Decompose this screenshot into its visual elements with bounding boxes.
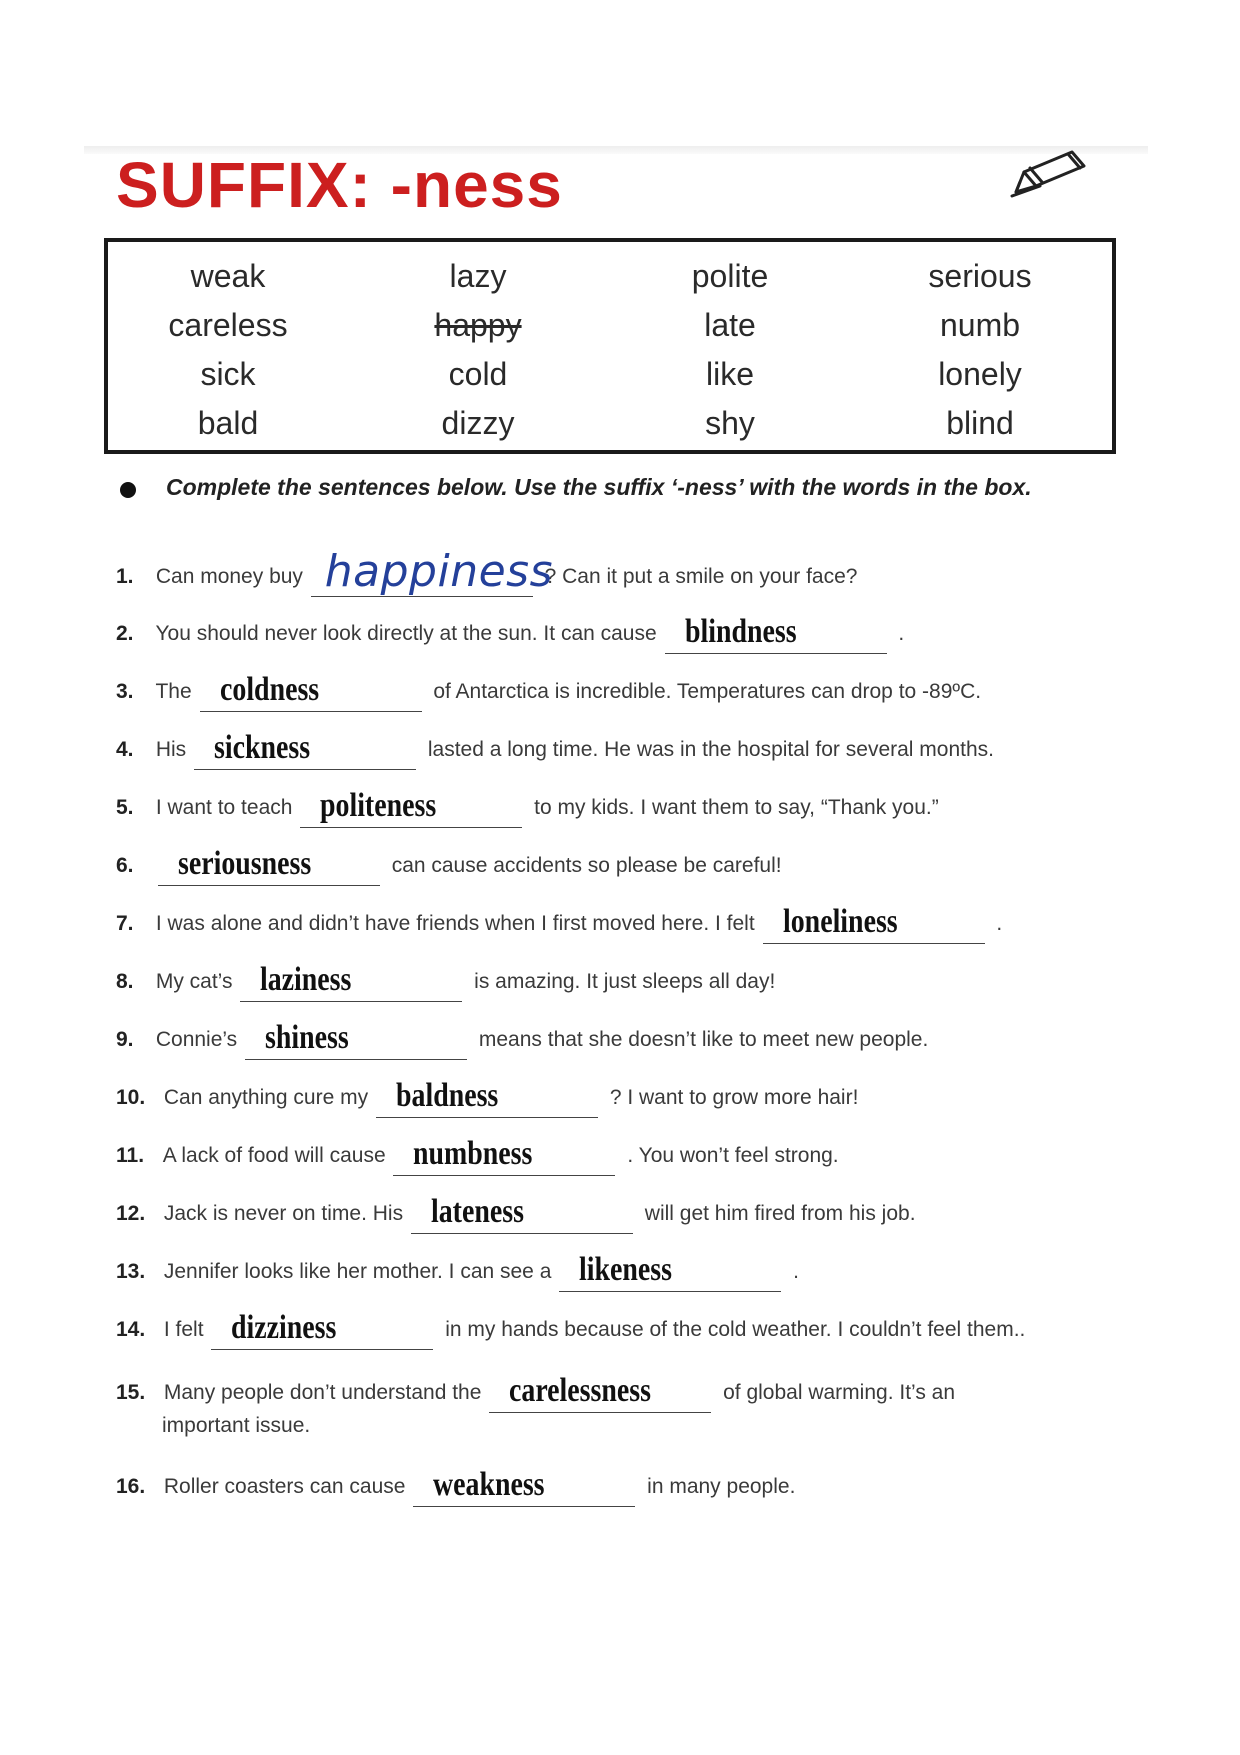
question-number: 3. bbox=[116, 680, 134, 703]
question-number: 16. bbox=[116, 1475, 146, 1498]
question-8 bbox=[116, 961, 775, 1001]
answer-blank[interactable] bbox=[393, 1135, 615, 1176]
question-text-after: will get him fired from his job. bbox=[644, 1202, 916, 1225]
answer-text: likeness bbox=[579, 1251, 673, 1288]
question-text-before: Can anything cure my bbox=[163, 1086, 369, 1109]
question-text-before: Can money buy bbox=[155, 565, 303, 588]
question-4 bbox=[116, 729, 994, 769]
answer-blank[interactable] bbox=[158, 845, 380, 886]
answer-blank[interactable] bbox=[489, 1372, 711, 1413]
answer-blank[interactable] bbox=[559, 1251, 781, 1292]
question-number: 7. bbox=[116, 912, 134, 935]
question-text-before: The bbox=[155, 680, 192, 703]
question-text-before: I was alone and didn’t have friends when I first moved here. I felt bbox=[155, 912, 755, 935]
question-12 bbox=[116, 1193, 916, 1233]
question-15 bbox=[116, 1372, 955, 1412]
word-like: like bbox=[705, 356, 754, 392]
question-text-after: ? Can it put a smile on your face? bbox=[544, 565, 858, 588]
question-number: 5. bbox=[116, 796, 134, 819]
word-numb: numb bbox=[939, 307, 1021, 343]
answer-text: weakness bbox=[433, 1466, 545, 1503]
question-number: 15. bbox=[116, 1381, 146, 1404]
answer-text: baldness bbox=[395, 1077, 499, 1114]
question-text-before: His bbox=[155, 738, 187, 761]
question-number: 8. bbox=[116, 970, 134, 993]
word-cold: cold bbox=[448, 356, 508, 392]
question-text-after: . bbox=[793, 1260, 799, 1283]
question-text-after: to my kids. I want them to say, “Thank you.” bbox=[534, 796, 939, 819]
question-6 bbox=[116, 845, 782, 885]
question-text-after: ? I want to grow more hair! bbox=[609, 1086, 859, 1109]
answer-blank[interactable] bbox=[376, 1077, 598, 1118]
question-text-after: can cause accidents so please be careful! bbox=[391, 854, 782, 877]
bullet-icon bbox=[120, 482, 136, 498]
word-dizzy: dizzy bbox=[441, 405, 515, 441]
question-13 bbox=[116, 1251, 799, 1291]
answer-blank[interactable] bbox=[763, 903, 985, 944]
question-text-before: Jennifer looks like her mother. I can see a bbox=[163, 1260, 552, 1283]
question-text-after: is amazing. It just sleeps all day! bbox=[474, 970, 776, 993]
word-happy-crossed: happy bbox=[434, 307, 522, 343]
answer-text: politeness bbox=[320, 787, 437, 824]
question-14 bbox=[116, 1309, 1025, 1349]
word-sick: sick bbox=[200, 356, 256, 392]
answer-text: dizziness bbox=[231, 1309, 337, 1346]
answer-blank[interactable] bbox=[211, 1309, 433, 1350]
answer-blank[interactable] bbox=[240, 961, 462, 1002]
question-text-after: in many people. bbox=[647, 1475, 796, 1498]
answer-text: shiness bbox=[265, 1019, 349, 1056]
question-text-after: means that she doesn’t like to meet new people. bbox=[478, 1028, 929, 1051]
answer-text: seriousness bbox=[177, 845, 312, 882]
question-number: 10. bbox=[116, 1086, 146, 1109]
question-10 bbox=[116, 1077, 858, 1117]
question-7 bbox=[116, 903, 1002, 943]
answer-blank[interactable] bbox=[245, 1019, 467, 1060]
question-number: 11. bbox=[116, 1144, 145, 1167]
question-number: 14. bbox=[116, 1318, 146, 1341]
question-number: 1. bbox=[116, 565, 134, 588]
question-11 bbox=[116, 1135, 839, 1175]
word-box bbox=[104, 238, 1116, 454]
answer-blank[interactable] bbox=[413, 1466, 635, 1507]
answer-text: laziness bbox=[260, 961, 352, 998]
question-text-before: A lack of food will cause bbox=[162, 1144, 386, 1167]
question-number: 13. bbox=[116, 1260, 146, 1283]
question-text-after: . bbox=[898, 622, 905, 645]
question-2 bbox=[116, 613, 904, 653]
question-15-continuation: important issue. bbox=[162, 1414, 311, 1437]
answer-text: blindness bbox=[684, 613, 797, 650]
answer-text: carelessness bbox=[509, 1372, 652, 1409]
question-text-before: Jack is never on time. His bbox=[163, 1202, 404, 1225]
question-number: 4. bbox=[116, 738, 134, 761]
question-number: 12. bbox=[116, 1202, 146, 1225]
word-careless: careless bbox=[168, 307, 288, 343]
question-9 bbox=[116, 1019, 928, 1059]
answer-text: coldness bbox=[219, 671, 319, 708]
answer-text: sickness bbox=[214, 729, 311, 766]
question-3 bbox=[116, 671, 981, 711]
word-lazy: lazy bbox=[449, 258, 507, 294]
question-text-after: . bbox=[996, 912, 1003, 935]
answer-blank[interactable] bbox=[411, 1193, 633, 1234]
word-lonely: lonely bbox=[938, 356, 1022, 392]
question-text-before: Roller coasters can cause bbox=[163, 1475, 406, 1498]
question-5 bbox=[116, 787, 939, 827]
answer-text: lateness bbox=[430, 1193, 524, 1230]
question-number: 6. bbox=[116, 854, 134, 877]
question-text-before: I want to teach bbox=[155, 796, 293, 819]
question-text-before: Many people don’t understand the bbox=[163, 1381, 482, 1404]
answer-blank[interactable] bbox=[300, 787, 522, 828]
question-text-after: . You won’t feel strong. bbox=[627, 1144, 839, 1167]
question-number: 2. bbox=[116, 622, 134, 645]
question-text-after: in my hands because of the cold weather. I couldn’t feel them.. bbox=[445, 1318, 1026, 1341]
word-serious: serious bbox=[928, 258, 1032, 294]
question-16 bbox=[116, 1466, 795, 1506]
instruction-text: Complete the sentences below. Use the suffix ‘-ness’ with the words in the box. bbox=[166, 474, 1032, 500]
answer-text: happiness bbox=[324, 546, 554, 597]
question-text-after: of Antarctica is incredible. Temperatures can drop to -89ºC. bbox=[433, 680, 982, 703]
answer-text: loneliness bbox=[782, 903, 898, 940]
answer-blank[interactable] bbox=[665, 613, 887, 654]
answer-blank[interactable] bbox=[200, 671, 422, 712]
question-text-before: You should never look directly at the sun. It can cause bbox=[155, 622, 657, 645]
word-weak: weak bbox=[190, 258, 266, 294]
word-late: late bbox=[704, 307, 756, 343]
answer-text: numbness bbox=[413, 1135, 533, 1172]
word-shy: shy bbox=[705, 405, 755, 441]
question-text-before: Connie’s bbox=[155, 1028, 238, 1051]
question-1 bbox=[116, 546, 858, 597]
question-text-before: I felt bbox=[163, 1318, 204, 1341]
question-number: 9. bbox=[116, 1028, 134, 1051]
word-polite: polite bbox=[691, 258, 769, 294]
question-text-before: My cat’s bbox=[155, 970, 233, 993]
page-title: SUFFIX: -ness bbox=[116, 149, 563, 221]
question-text-after: lasted a long time. He was in the hospital for several months. bbox=[427, 738, 994, 761]
question-text-after: of global warming. It’s an bbox=[723, 1381, 956, 1404]
pencil-icon bbox=[1010, 146, 1090, 200]
word-blind: blind bbox=[946, 405, 1014, 441]
answer-blank[interactable] bbox=[311, 546, 554, 597]
word-bald: bald bbox=[197, 405, 259, 441]
answer-blank[interactable] bbox=[194, 729, 416, 770]
